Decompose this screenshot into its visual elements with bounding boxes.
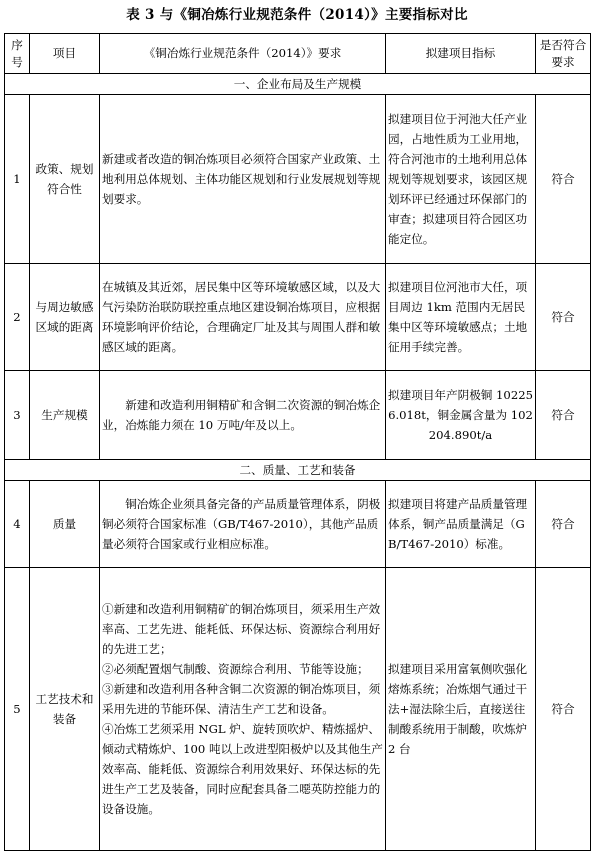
section-title-1: 一、企业布局及生产规模: [5, 74, 591, 95]
table-row: [5, 481, 591, 568]
table-row: [5, 568, 591, 851]
row-requirement: 新建或者改造的铜冶炼项目必须符合国家产业政策、土地利用总体规划、主体功能区规划和行业发展规划等规划要求。: [100, 95, 386, 264]
table-row: [5, 264, 591, 371]
row-proposed: 拟建项目年产阴极铜 102256.018t，铜金属含量为 102204.890t/a: [386, 371, 536, 460]
row-no: 5: [5, 568, 30, 851]
row-proposed: 拟建项目位于河池大任产业园，占地性质为工业用地，符合河池市的土地利用总体规划等规划要求，该园区规划环评已经通过环保部门的审查；拟建项目符合园区功能定位。: [386, 95, 536, 264]
table-row: [5, 371, 591, 460]
row-item: 生产规模: [30, 371, 100, 460]
row-no: 3: [5, 371, 30, 460]
section-title-2: 二、质量、工艺和装备: [5, 460, 591, 481]
row-no: 2: [5, 264, 30, 371]
header-compliance: 是否符合要求: [536, 34, 591, 74]
row-item: 与周边敏感区域的距离: [30, 264, 100, 371]
row-item: 工艺技术和装备: [30, 568, 100, 851]
section-row: [5, 460, 591, 481]
requirement-item: ④冶炼工艺须采用 NGL 炉、旋转顶吹炉、精炼摇炉、倾动式精炼炉、100 吨以上改进型阳极炉以及其他生产效率高、能耗低、资源综合利用效果好、环保达标的先进生产工艺及装备，同时应配套具备二噁英防控能力的设备设施。: [102, 722, 383, 816]
row-compliance: 符合: [536, 264, 591, 371]
header-proposed: 拟建项目指标: [386, 34, 536, 74]
row-item: 政策、规划符合性: [30, 95, 100, 264]
row-requirement: 在城镇及其近郊，居民集中区等环境敏感区域，以及大气污染防治联防联控重点地区建设铜冶炼项目，应根据环境影响评价结论，合理确定厂址及其与周围人群和敏感区域的距离。: [100, 264, 386, 371]
row-compliance: 符合: [536, 371, 591, 460]
header-item: 项目: [30, 34, 100, 74]
row-proposed: 拟建项目位河池市大任，项目周边 1km 范围内无居民集中区等环境敏感点；土地征用手续完善。: [386, 264, 536, 371]
table-row: [5, 95, 591, 264]
header-row: [5, 34, 591, 74]
header-requirement: 《铜冶炼行业规范条件（2014）》要求: [100, 34, 386, 74]
requirement-item: ①新建和改造利用铜精矿的铜冶炼项目，须采用生产效率高、工艺先进、能耗低、环保达标、资源综合利用好的先进工艺；: [102, 602, 381, 656]
requirement-item: ②必须配置烟气制酸、资源综合利用、节能等设施；: [102, 662, 369, 676]
row-compliance: 符合: [536, 95, 591, 264]
row-requirement: 新建和改造利用铜精矿和含铜二次资源的铜冶炼企业，冶炼能力须在 10 万吨/年及以上。: [100, 371, 386, 460]
row-requirement: [100, 568, 386, 851]
comparison-table: [4, 33, 591, 851]
row-compliance: 符合: [536, 481, 591, 568]
row-compliance: 符合: [536, 568, 591, 851]
row-proposed: 拟建项目采用富氧侧吹强化熔炼系统；冶炼烟气通过干法+湿法除尘后，直接送往制酸系统用于制酸，吹炼炉 2 台: [386, 568, 536, 851]
row-no: 1: [5, 95, 30, 264]
table-caption: 表 3 与《铜冶炼行业规范条件（2014）》主要指标对比: [126, 7, 468, 23]
requirement-item: ③新建和改造利用各种含铜二次资源的铜冶炼项目，须采用先进的节能环保、清洁生产工艺和设备。: [102, 682, 381, 716]
header-no: 序号: [5, 34, 30, 74]
row-item: 质量: [30, 481, 100, 568]
row-proposed: 拟建项目将建产品质量管理体系，铜产品质量满足（GB/T467-2010）标准。: [386, 481, 536, 568]
section-row: [5, 74, 591, 95]
row-requirement: 铜冶炼企业须具备完备的产品质量管理体系，阴极铜必须符合国家标准（GB/T467-2010），其他产品质量必须符合国家或行业相应标准。: [100, 481, 386, 568]
row-no: 4: [5, 481, 30, 568]
